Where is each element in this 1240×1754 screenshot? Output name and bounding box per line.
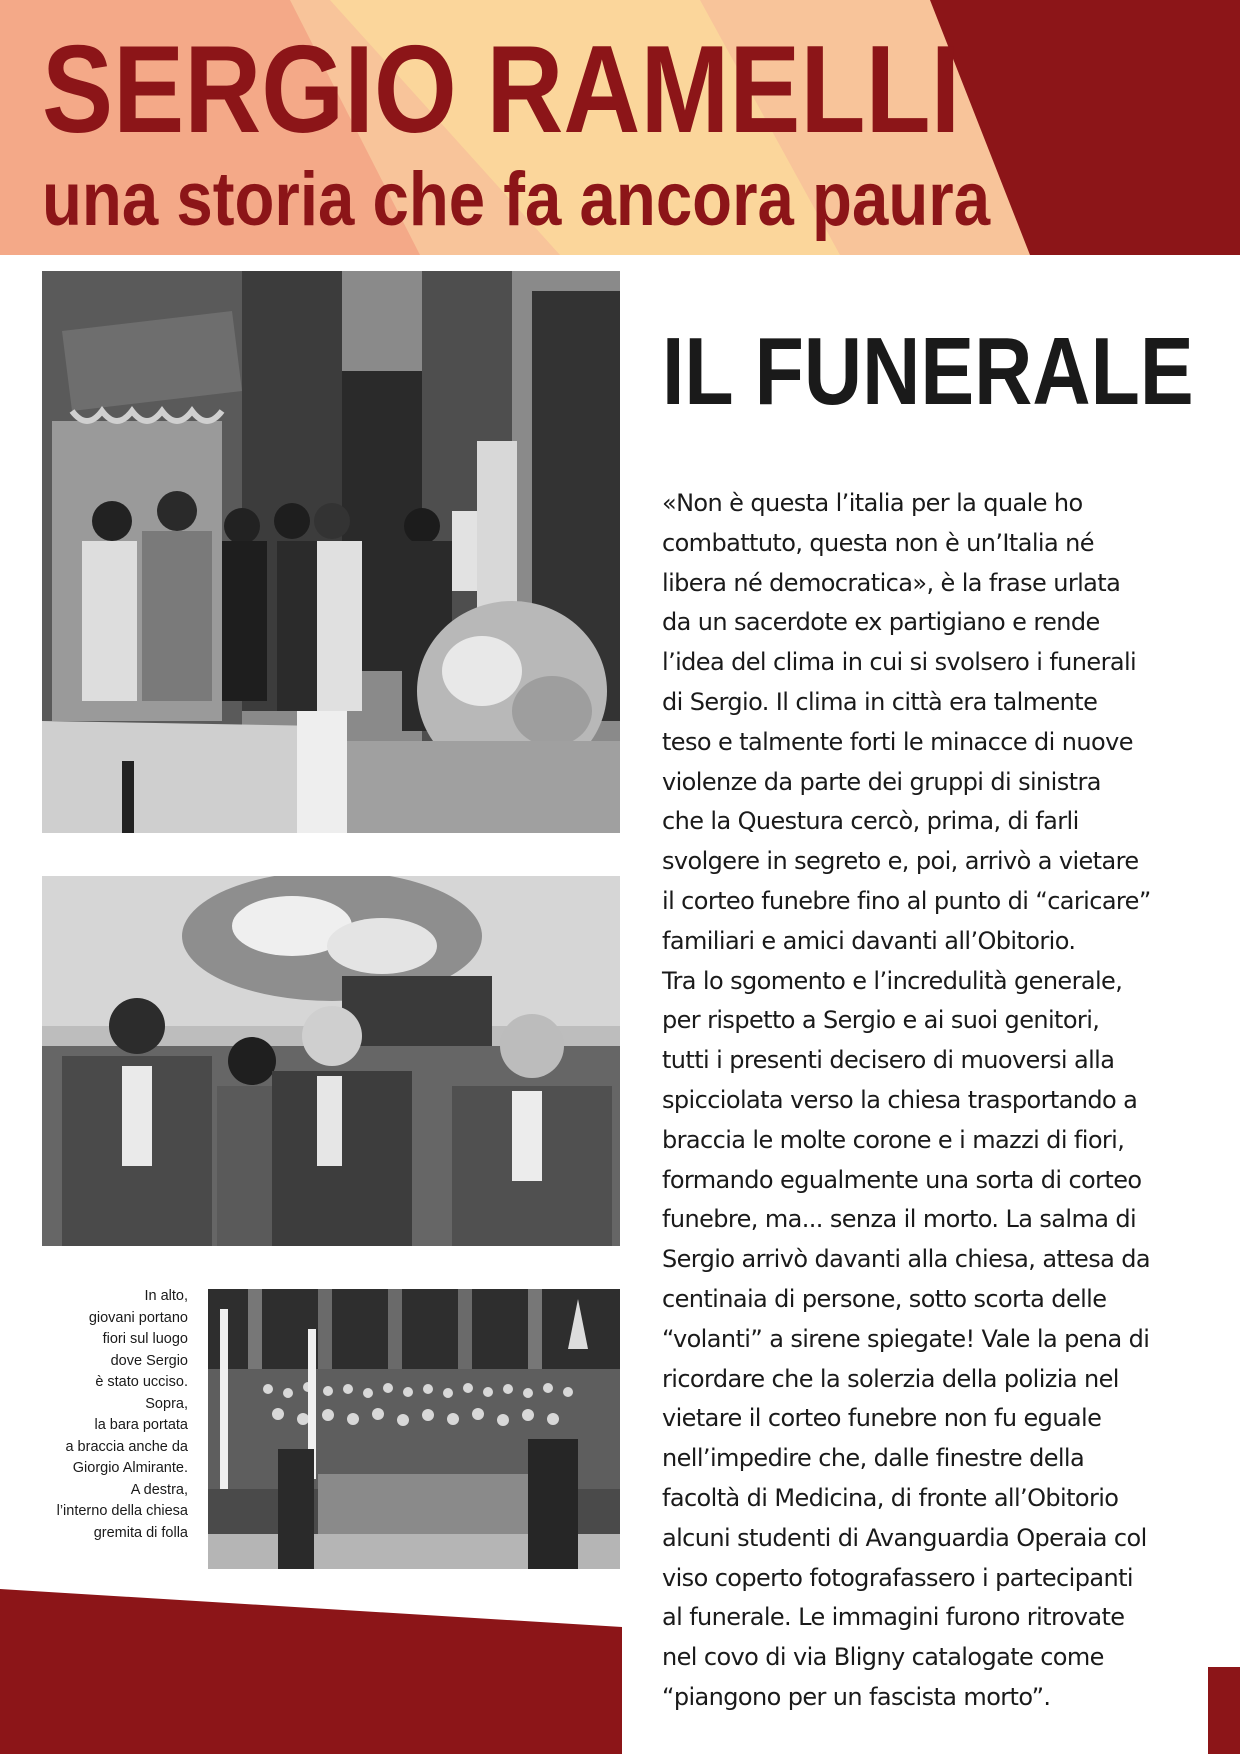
section-title: IL FUNERALE — [662, 318, 1194, 425]
article-line: Sergio arrivò davanti alla chiesa, attesa da — [662, 1245, 1150, 1274]
article-line: “volanti” a sirene spiegate! Vale la pena di — [662, 1324, 1150, 1353]
article-body — [662, 484, 1222, 1718]
caption-line: In alto, — [144, 1288, 188, 1304]
caption-line: dove Sergio — [110, 1352, 188, 1369]
article-line: Tra lo sgomento e l’incredulità generale, — [662, 966, 1123, 995]
article-line: «Non è questa l’italia per la quale ho — [662, 489, 1083, 517]
article-line: facoltà di Medicina, di fronte all’Obitorio — [662, 1483, 1119, 1512]
article-line: tutti i presenti decisero di muoversi alla — [662, 1046, 1115, 1075]
article-line: alcuni studenti di Avanguardia Operaia col — [662, 1523, 1147, 1552]
article-line: familiari e amici davanti all’Obitorio. — [662, 926, 1076, 955]
article-line: spicciolata verso la chiesa trasportando a — [662, 1085, 1138, 1114]
article-line: per rispetto a Sergio e ai suoi genitori, — [662, 1006, 1100, 1035]
article-line: libera né democratica», è la frase urlata — [662, 568, 1121, 597]
article-line: braccia le molte corone e i mazzi di fiori, — [662, 1125, 1125, 1154]
article-line: ricordare che la solerzia della polizia nel — [662, 1364, 1119, 1393]
article-line: teso e talmente forti le minacce di nuove — [662, 727, 1133, 756]
article-line: il corteo funebre fino al punto di “caricare” — [662, 886, 1151, 915]
article-line: al funerale. Le immagini furono ritrovate — [662, 1603, 1125, 1632]
photo-church-interior — [208, 1289, 620, 1569]
caption-line: giovani portano — [88, 1309, 188, 1326]
article-line: da un sacerdote ex partigiano e rende — [662, 608, 1100, 637]
poster-title: SERGIO RAMELLI — [42, 21, 961, 159]
article-line: nel covo di via Bligny catalogate come — [662, 1643, 1104, 1672]
article-line: centinaia di persone, sotto scorta delle — [662, 1284, 1107, 1313]
article-line: che la Questura cercò, prima, di farli — [662, 807, 1079, 836]
article-line: viso coperto fotografassero i partecipanti — [662, 1563, 1133, 1592]
photo-coffin-carried — [42, 876, 620, 1246]
photo-flowers-memorial — [42, 271, 620, 833]
caption-line: è stato ucciso. — [95, 1374, 188, 1390]
photo-caption — [30, 1286, 188, 1544]
caption-line: fiori sul luogo — [102, 1331, 188, 1347]
bottom-red-band — [0, 1580, 622, 1754]
caption-line: l’interno della chiesa — [56, 1503, 188, 1519]
caption-line: Sopra, — [145, 1395, 188, 1412]
article-line: “piangono per un fascista morto”. — [662, 1682, 1051, 1711]
article-line: combattuto, questa non è un’Italia né — [662, 528, 1094, 557]
article-line: funebre, ma... senza il morto. La salma di — [662, 1205, 1137, 1234]
article-line: formando egualmente una sorta di corteo — [662, 1165, 1142, 1194]
article-line: nell’impedire che, dalle finestre della — [662, 1444, 1085, 1473]
caption-line: Giorgio Almirante. — [72, 1460, 188, 1476]
header-band — [0, 0, 1240, 255]
article-line: di Sergio. Il clima in città era talmente — [662, 687, 1098, 716]
article-line: violenze da parte dei gruppi di sinistra — [662, 767, 1101, 796]
article-line: svolgere in segreto e, poi, arrivò a vietare — [662, 847, 1139, 876]
caption-line: gremita di folla — [93, 1524, 188, 1541]
article-line: vietare il corteo funebre non fu eguale — [662, 1404, 1102, 1433]
poster-subtitle: una storia che fa ancora paura — [42, 157, 991, 242]
caption-line: A destra, — [130, 1481, 188, 1498]
caption-line: a braccia anche da — [65, 1438, 188, 1455]
article-line: l’idea del clima in cui si svolsero i funerali — [662, 648, 1137, 677]
caption-line: la bara portata — [94, 1417, 188, 1433]
